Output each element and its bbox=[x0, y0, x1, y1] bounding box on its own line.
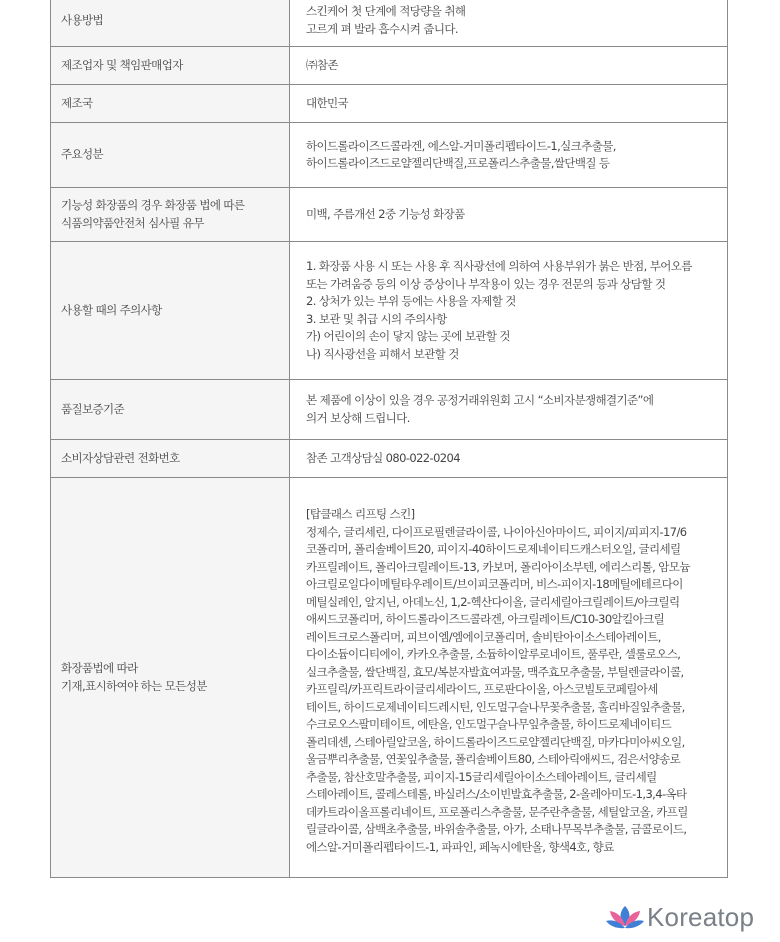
product-info-body bbox=[51, 0, 728, 878]
value-line: 다이소듐이디티에이, 카카오추출물, 소듐하이알루로네이트, 풀루란, 셀룰로오스, bbox=[306, 647, 681, 661]
value-line: 스킨케어 첫 단계에 적당량을 취해 bbox=[306, 4, 466, 18]
table-row bbox=[51, 242, 728, 380]
value-line: ㈜참존 bbox=[306, 57, 338, 72]
value-line: 수크로오스팔미테이트, 에탄올, 인도멀구슬나무잎추출물, 하이드로제네이티드 bbox=[306, 717, 672, 731]
row-value bbox=[290, 188, 728, 242]
row-label bbox=[51, 123, 290, 188]
value-line: 하이드롤라이즈드콜라겐, 에스알-거미폴리펩타이드-1,실크추출물, bbox=[306, 138, 616, 153]
table-row bbox=[51, 85, 728, 123]
value-line: 레이트크로스폴리머, 피브이엠/엠에이코폴리머, 솔비탄아이소스테아레이트, bbox=[306, 629, 661, 644]
value-line: 애씨드코폴리머, 하이드롤라이즈드콜라겐, 아크릴레이트/C10-30알킬아크릴 bbox=[306, 612, 665, 626]
label-line: 제조업자 및 책임판매업자 bbox=[61, 57, 183, 72]
value-line: [탑클래스 리프팅 스킨] bbox=[306, 507, 415, 521]
row-label bbox=[51, 440, 290, 478]
table-row bbox=[51, 0, 728, 47]
row-label bbox=[51, 242, 290, 380]
value-line: 의거 보상해 드립니다. bbox=[306, 410, 410, 425]
label-line: 주요성분 bbox=[61, 147, 104, 162]
value-line: 데카트라이올프롤리네이트, 프로폴리스추출물, 문주란추출물, 세틸알코올, 카프릴 bbox=[306, 804, 688, 819]
value-line: 카프릴릭/카프릭트라이글리세라이드, 프로판다이올, 아스코빌토코페릴아세 bbox=[306, 682, 658, 696]
value-line: 카프릴레이트, 폴리아크릴레이트-13, 카보머, 폴리아이소부텐, 에리스리톨, 암모늄 bbox=[306, 559, 690, 574]
value-line: 대한민국 bbox=[306, 95, 349, 110]
label-line: 제조국 bbox=[61, 95, 93, 110]
label-line: 소비자상담관련 전화번호 bbox=[61, 450, 180, 465]
value-line: 나) 직사광선을 피해서 보관할 것 bbox=[306, 346, 459, 361]
label-line: 기능성 화장품의 경우 화장품 법에 따른 bbox=[61, 198, 245, 212]
value-line: 코폴리머, 폴리솔베이트20, 피이지-40하이드로제네이티드캐스터오일, 글리세릴 bbox=[306, 542, 681, 556]
table-row bbox=[51, 380, 728, 440]
value-line: 가) 어린이의 손이 닿지 않는 곳에 보관할 것 bbox=[306, 329, 510, 343]
table-row bbox=[51, 188, 728, 242]
row-label bbox=[51, 0, 290, 47]
value-line: 릴글라이콜, 삼백초추출물, 바위솔추출물, 아가, 소태나무목부추출물, 금콜로이드, bbox=[306, 822, 687, 836]
koreatop-logo bbox=[605, 900, 754, 934]
value-line: 실크추출물, 쌀단백질, 효모/복분자발효여과물, 맥주효모추출물, 부틸렌글라이콜, bbox=[306, 664, 684, 679]
logo-text: Koreatop bbox=[647, 901, 755, 932]
row-value bbox=[290, 478, 728, 878]
product-info-table bbox=[50, 0, 728, 878]
row-label bbox=[51, 85, 290, 123]
row-label bbox=[51, 188, 290, 242]
value-line: 추출물, 참산호말추출물, 피이지-15글리세릴아이소스테아레이트, 글리세릴 bbox=[306, 769, 657, 784]
lotus-icon bbox=[605, 902, 645, 932]
label-line: 품질보증기준 bbox=[61, 401, 125, 416]
label-line: 식품의약품안전처 심사필 유무 bbox=[61, 215, 204, 230]
value-line: 고르게 펴 발라 흡수시켜 줍니다. bbox=[306, 21, 458, 36]
value-line: 정제수, 글리세린, 다이프로필렌글라이콜, 나이아신아마이드, 피이지/피피지-17/6 bbox=[306, 524, 687, 539]
row-label bbox=[51, 47, 290, 85]
row-value bbox=[290, 85, 728, 123]
table-row bbox=[51, 47, 728, 85]
row-value bbox=[290, 47, 728, 85]
value-line: 스테아레이트, 콜레스테롤, 바실러스/소이빈발효추출물, 2-올레아미도-1,3,4-옥타 bbox=[306, 787, 687, 801]
row-label bbox=[51, 478, 290, 878]
row-value bbox=[290, 440, 728, 478]
label-line: 사용방법 bbox=[61, 12, 104, 27]
table-row bbox=[51, 440, 728, 478]
value-line: 참존 고객상담실 080-022-0204 bbox=[306, 450, 460, 465]
value-line: 폴리데센, 스테아릴알코올, 하이드롤라이즈드로얄젤리단백질, 마카다미아씨오일, bbox=[306, 734, 685, 749]
label-line: 사용할 때의 주의사항 bbox=[61, 302, 162, 317]
row-value bbox=[290, 0, 728, 47]
value-line: 미백, 주름개선 2중 기능성 화장품 bbox=[306, 206, 465, 221]
table-row bbox=[51, 123, 728, 188]
value-line: 에스알-거미폴리펩타이드-1, 파파인, 페녹시에탄올, 향색4호, 향료 bbox=[306, 839, 614, 854]
label-line: 기재,표시하여야 하는 모든성분 bbox=[61, 678, 207, 693]
value-line: 또는 가려움증 등의 이상 증상이나 부작용이 있는 경우 전문의 등과 상담할 것 bbox=[306, 276, 666, 291]
value-line: 아크릴로일다이메틸타우레이트/브이피코폴리머, 비스-피이지-18메틸에테르다이 bbox=[306, 577, 683, 591]
value-line: 테이트, 하이드로제네이티드레시틴, 인도멀구슬나무꽃추출물, 홀리바질잎추출물, bbox=[306, 699, 685, 714]
table-row bbox=[51, 478, 728, 878]
value-line: 1. 화장품 사용 시 또는 사용 후 직사광선에 의하여 사용부위가 붉은 반점, 부어오름 bbox=[306, 259, 692, 273]
value-line: 본 제품에 이상이 있을 경우 공정거래위원회 고시 “소비자분쟁해결기준”에 bbox=[306, 393, 654, 407]
row-value bbox=[290, 242, 728, 380]
row-value bbox=[290, 380, 728, 440]
value-line: 하이드롤라이즈드로얄젤리단백질,프로폴리스추출물,쌀단백질 등 bbox=[306, 156, 610, 170]
value-line: 3. 보관 및 취급 시의 주의사항 bbox=[306, 311, 447, 326]
row-label bbox=[51, 380, 290, 440]
value-line: 메틸실레인, 알지닌, 아데노신, 1,2-헥산다이올, 글리세릴아크릴레이트/아크릴릭 bbox=[306, 594, 680, 609]
value-line: 울금뿌리추출물, 연꽃잎추출물, 폴리솔베이트80, 스테아릭애씨드, 검은서양송로 bbox=[306, 752, 681, 766]
row-value bbox=[290, 123, 728, 188]
label-line: 화장품법에 따라 bbox=[61, 661, 138, 675]
value-line: 2. 상처가 있는 부위 등에는 사용을 자제할 것 bbox=[306, 294, 516, 308]
